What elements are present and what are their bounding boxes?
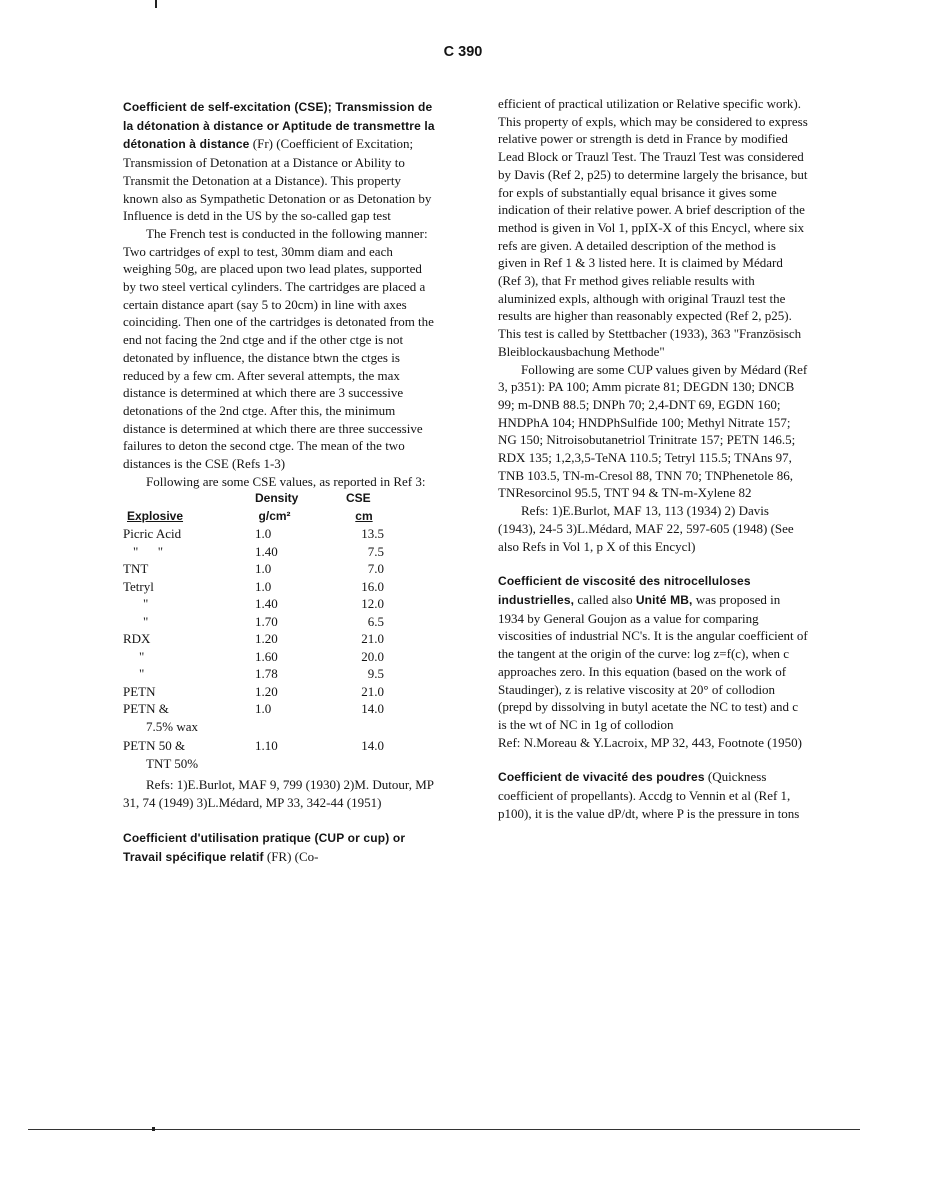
cup-heading: Coefficient d'utilisation pratique (CUP or cup) or Travail spécifique relatif	[123, 830, 406, 864]
footer-mark	[152, 1127, 155, 1131]
cse-body-2: The French test is conducted in the following manner: Two cartridges of expl to test, 30mm diam and each weighing 50g, are placed upon two lead plates, supported by two steel vertical cylinders. The cartridges are placed a certain distance apart (say 5 to 20cm) in line with axes coinciding. Then one of the cartridges is detonated from the end not facing the 2nd ctge and if the other ctge is not detonated by influence, the distance btwn the ctges is reduced by a few cm. After several attempts, the max distance is determined at which there are 3 successive detonations of the 2nd ctge. After this, the minimum distance is determined at which there are three successive failures to deton the second ctge. The mean of the two distances is the CSE (Refs 1-3)	[123, 225, 434, 472]
cse-entry	[123, 98, 435, 225]
cse-body-3: Following are some CSE values, as reported in Ref 3:	[146, 473, 426, 489]
density-cell: 1.10	[255, 738, 278, 754]
cse-header: CSE	[346, 491, 371, 506]
explosive-cell: 7.5% wax	[146, 718, 198, 734]
explosive-cell: RDX	[123, 631, 151, 647]
density-cell: 1.60	[255, 648, 278, 664]
cse-cell: 21.0	[361, 631, 384, 647]
cse-cell: 21.0	[361, 683, 384, 699]
cup-entry	[123, 829, 435, 866]
cse-body-1: (Fr) (Coefficient of Excitation; Transmission of Detonation at a Distance or Ability to Transmit the Detonation at a Distance). This property known also as Sympathetic Detonation or as Detonation by Influence is detd in the US by the so-called gap test	[123, 136, 432, 224]
table-row	[123, 630, 435, 648]
density-cell	[255, 718, 332, 736]
table-row	[123, 648, 435, 666]
vivacity-entry	[498, 768, 808, 822]
viscosity-heading: Coefficient de viscosité des nitrocelluloses industrielles,	[498, 574, 751, 607]
table-row	[123, 755, 435, 773]
cse-cell: 14.0	[361, 701, 384, 717]
right-column	[498, 95, 808, 822]
density-cell: 1.20	[255, 631, 278, 647]
density-cell: 1.0	[255, 701, 272, 717]
density-cell: 1.0	[255, 526, 272, 542]
cse-cell	[332, 755, 384, 773]
cse-cell: 9.5	[367, 666, 384, 682]
explosive-cell: "	[143, 613, 149, 629]
explosive-cell: "	[139, 648, 145, 664]
viscosity-unit: Unité MB,	[635, 592, 693, 607]
explosive-cell: Picric Acid	[123, 526, 182, 542]
explosive-header: Explosive	[127, 508, 184, 523]
explosive-cell: PETN 50 &	[123, 738, 186, 754]
explosive-cell: Tetryl	[123, 578, 154, 594]
cse-unit-header: cm	[355, 508, 373, 523]
cse-heading: Coefficient de self-excitation (CSE); Transmission de la détonation à distance or Aptitude de transmettre la détonation à distance	[123, 100, 435, 152]
table-row	[123, 595, 435, 613]
cse-cell: 6.5	[367, 613, 384, 629]
table-row	[123, 737, 435, 755]
table-row	[123, 683, 435, 701]
viscosity-reference: Ref: N.Moreau & Y.Lacroix, MP 32, 443, Footnote (1950)	[498, 734, 802, 750]
viscosity-body-a: called also	[577, 591, 633, 607]
page-number: C 390	[443, 44, 483, 60]
table-row	[123, 578, 435, 596]
viscosity-entry	[498, 572, 808, 733]
cse-cell: 14.0	[361, 738, 384, 754]
cse-cell: 20.0	[361, 648, 384, 664]
density-cell: 1.70	[255, 613, 278, 629]
cse-cell	[332, 718, 384, 736]
table-row	[123, 613, 435, 631]
cup-body-1: efficient of practical utilization or Relative specific work). This property of expls, which may be considered to express relative power or strength is detd in France by modified Lead Block or Trauzl Test. The Trauzl Test was considered by Davis (Ref 2, p25) to determine largely the brisance, but for expls of substantially equal brisance it gives some indication of their relative power. A brief description of the method is given in Vol 1, ppIX-X of this Encycl, where six refs are given. A detailed description of the method is given in Ref 1 & 3 listed here. It is claimed by Médard (Ref 3), that Fr method gives reliable results with aluminized expls, although with original Trauzl test the results are higher than reasonably expected (Ref 2, p25). This test is called by Stettbacher (1933), 363 "Französisch Bleiblockausbachung Methode"	[498, 96, 808, 359]
cse-cell: 16.0	[361, 578, 384, 594]
cup-references: Refs: 1)E.Burlot, MAF 13, 113 (1934) 2) Davis (1943), 24-5 3)L.Médard, MAF 22, 597-605 (1948) (See also Refs in Vol 1, p X of this Encycl)	[498, 503, 794, 554]
density-header: Density	[255, 491, 299, 506]
viscosity-body-b: was proposed in 1934 by General Goujon as a value for comparing viscosities of industrial NC's. It is the angular coefficient of the tangent at the origin of the curve: log z=f(c), when c approaches zero. In this equation (based on the work of Staudinger), z is relative viscosity at 20° of collodion (prepd by dissolving in butyl acetate the NC to test) and c is the wt of NC in 1g of collodion	[498, 591, 808, 732]
explosive-cell: " "	[133, 543, 164, 559]
table-row	[123, 543, 435, 561]
explosive-cell: TNT 50%	[146, 755, 199, 771]
cup-body-2: Following are some CUP values given by Médard (Ref 3, p351): PA 100; Amm picrate 81; DEGDN 130; DNCB 99; m-DNB 88.5; DNPh 70; 2,4-DNT 69, EGDN 160; HNDPhA 104; HNDPhSulfide 100; Methyl Nitrate 157; NG 150; Nitroisobutanetriol Trinitrate 157; PETN 146.5; RDX 135; 1,2,3,5-TeNA 110.5; Tetryl 115.5; TNAns 97, TNB 103.5, TN-m-Cresol 88, TNN 70; TNPhenetole 86, TNResorcinol 95.5, TNT 94 & TN-m-Xylene 82	[498, 361, 808, 501]
table-row	[123, 718, 435, 736]
cse-references: Refs: 1)E.Burlot, MAF 9, 799 (1930) 2)M. Dutour, MP 31, 74 (1949) 3)L.Médard, MP 33, 342-44 (1951)	[123, 777, 434, 811]
cse-cell: 7.5	[367, 543, 384, 559]
vivacity-heading: Coefficient de vivacité des poudres	[498, 770, 705, 785]
density-unit-header: g/cm²	[258, 508, 291, 523]
density-cell: 1.0	[255, 561, 272, 577]
explosive-cell: TNT	[123, 561, 149, 577]
density-cell: 1.0	[255, 578, 272, 594]
table-row	[123, 665, 435, 683]
table-header-top	[123, 490, 435, 508]
scan-mark	[155, 0, 157, 8]
cse-cell: 13.5	[361, 526, 384, 542]
table-row	[123, 560, 435, 578]
density-cell: 1.40	[255, 543, 278, 559]
explosive-cell: "	[143, 596, 149, 612]
explosive-cell: PETN &	[123, 701, 169, 717]
density-cell: 1.78	[255, 666, 278, 682]
density-cell: 1.40	[255, 596, 278, 612]
density-cell: 1.20	[255, 683, 278, 699]
cup-body-start: (FR) (Co-	[266, 848, 319, 864]
vivacity-body: (Quickness coefficient of propellants). Accdg to Vennin et al (Ref 1, p100), it is the value dP/dt, where P is the pressure in tons	[498, 769, 800, 821]
table-header-bottom	[123, 508, 435, 526]
left-column	[123, 98, 435, 866]
table-row	[123, 700, 435, 718]
cse-cell: 7.0	[367, 561, 384, 577]
explosive-cell: "	[139, 666, 145, 682]
explosive-cell: PETN	[123, 683, 156, 699]
density-cell	[255, 755, 332, 773]
cse-cell: 12.0	[361, 596, 384, 612]
cse-table	[123, 490, 435, 772]
table-row	[123, 525, 435, 543]
